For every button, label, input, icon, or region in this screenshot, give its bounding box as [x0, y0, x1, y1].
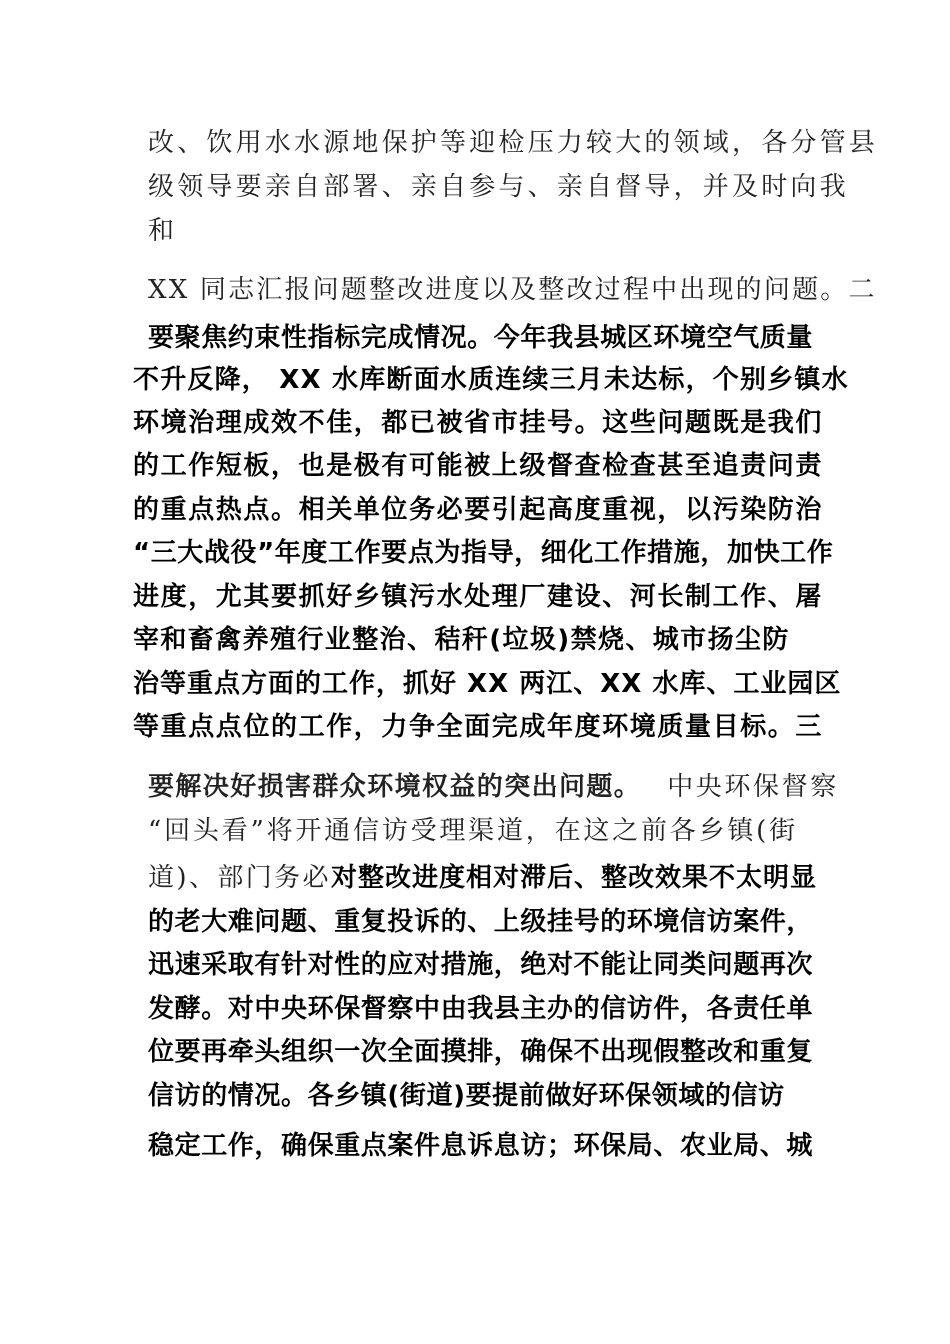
text-line-15-rest: 中央环保督察 — [667, 772, 839, 802]
text-line-22: 信访的情况。各乡镇(街道)要提前做好环保领域的信访 — [148, 1081, 785, 1111]
text-line-20: 发酵。对中央环保督察中由我县主办的信访件，各责任单 — [148, 994, 814, 1024]
text-line-18: 的老大难问题、重复投诉的、上级挂号的环境信访案件， — [148, 907, 814, 937]
text-line-15 — [148, 774, 839, 800]
text-line-17 — [148, 865, 817, 891]
text-line-21: 位要再牵头组织一次全面摸排，确保不出现假整改和重复 — [148, 1037, 814, 1067]
section-heading: 要解决好损害群众环境权益的突出问题。 — [148, 772, 642, 802]
text-line-1: 改、饮用水水源地保护等迎检压力较大的领域，各分管县 — [148, 128, 879, 158]
text-line-12: 宰和畜禽养殖行业整治、秸秆(垃圾)禁烧、城市扬尘防 — [133, 625, 790, 655]
text-line-16: “回头看”将开通信访受理渠道，在这之前各乡镇(街 — [148, 816, 798, 846]
text-line-3: 和 — [148, 216, 177, 246]
text-line-8: 的工作短板，也是极有可能被上级督查检查甚至追责问责 — [133, 451, 824, 481]
text-line-23: 稳定工作，确保重点案件息诉息访；环保局、农业局、城 — [148, 1131, 814, 1161]
text-line-6: 不升反降， XX 水库断面水质连续三月未达标，个别乡镇水 — [133, 365, 849, 395]
text-line-4: XX 同志汇报问题整改进度以及整改过程中出现的问题。二 — [148, 275, 877, 305]
text-line-10: “三大战役”年度工作要点为指导，细化工作措施，加快工作 — [133, 538, 834, 568]
text-line-17-bold: 对整改进度相对滞后、整改效果不太明显 — [330, 863, 817, 893]
text-line-17-light: 道)、部门务必 — [148, 863, 331, 893]
text-line-7: 环境治理成效不佳，都已被省市挂号。这些问题既是我们 — [133, 408, 824, 438]
text-line-19: 迅速采取有针对性的应对措施，绝对不能让同类问题再次 — [148, 950, 814, 980]
text-line-14: 等重点点位的工作，力争全面完成年度环境质量目标。三 — [133, 712, 824, 742]
text-line-11: 进度，尤其要抓好乡镇污水处理厂建设、河长制工作、屠 — [133, 582, 824, 612]
text-line-2: 级领导要亲自部署、亲自参与、亲自督导，并及时向我 — [148, 172, 849, 202]
text-line-13: 治等重点方面的工作，抓好 XX 两江、XX 水库、工业园区 — [133, 669, 842, 699]
text-line-5: 要聚焦约束性指标完成情况。今年我县城区环境空气质量 — [148, 323, 814, 353]
text-line-9: 的重点热点。相关单位务必要引起高度重视，以污染防治 — [133, 495, 824, 525]
